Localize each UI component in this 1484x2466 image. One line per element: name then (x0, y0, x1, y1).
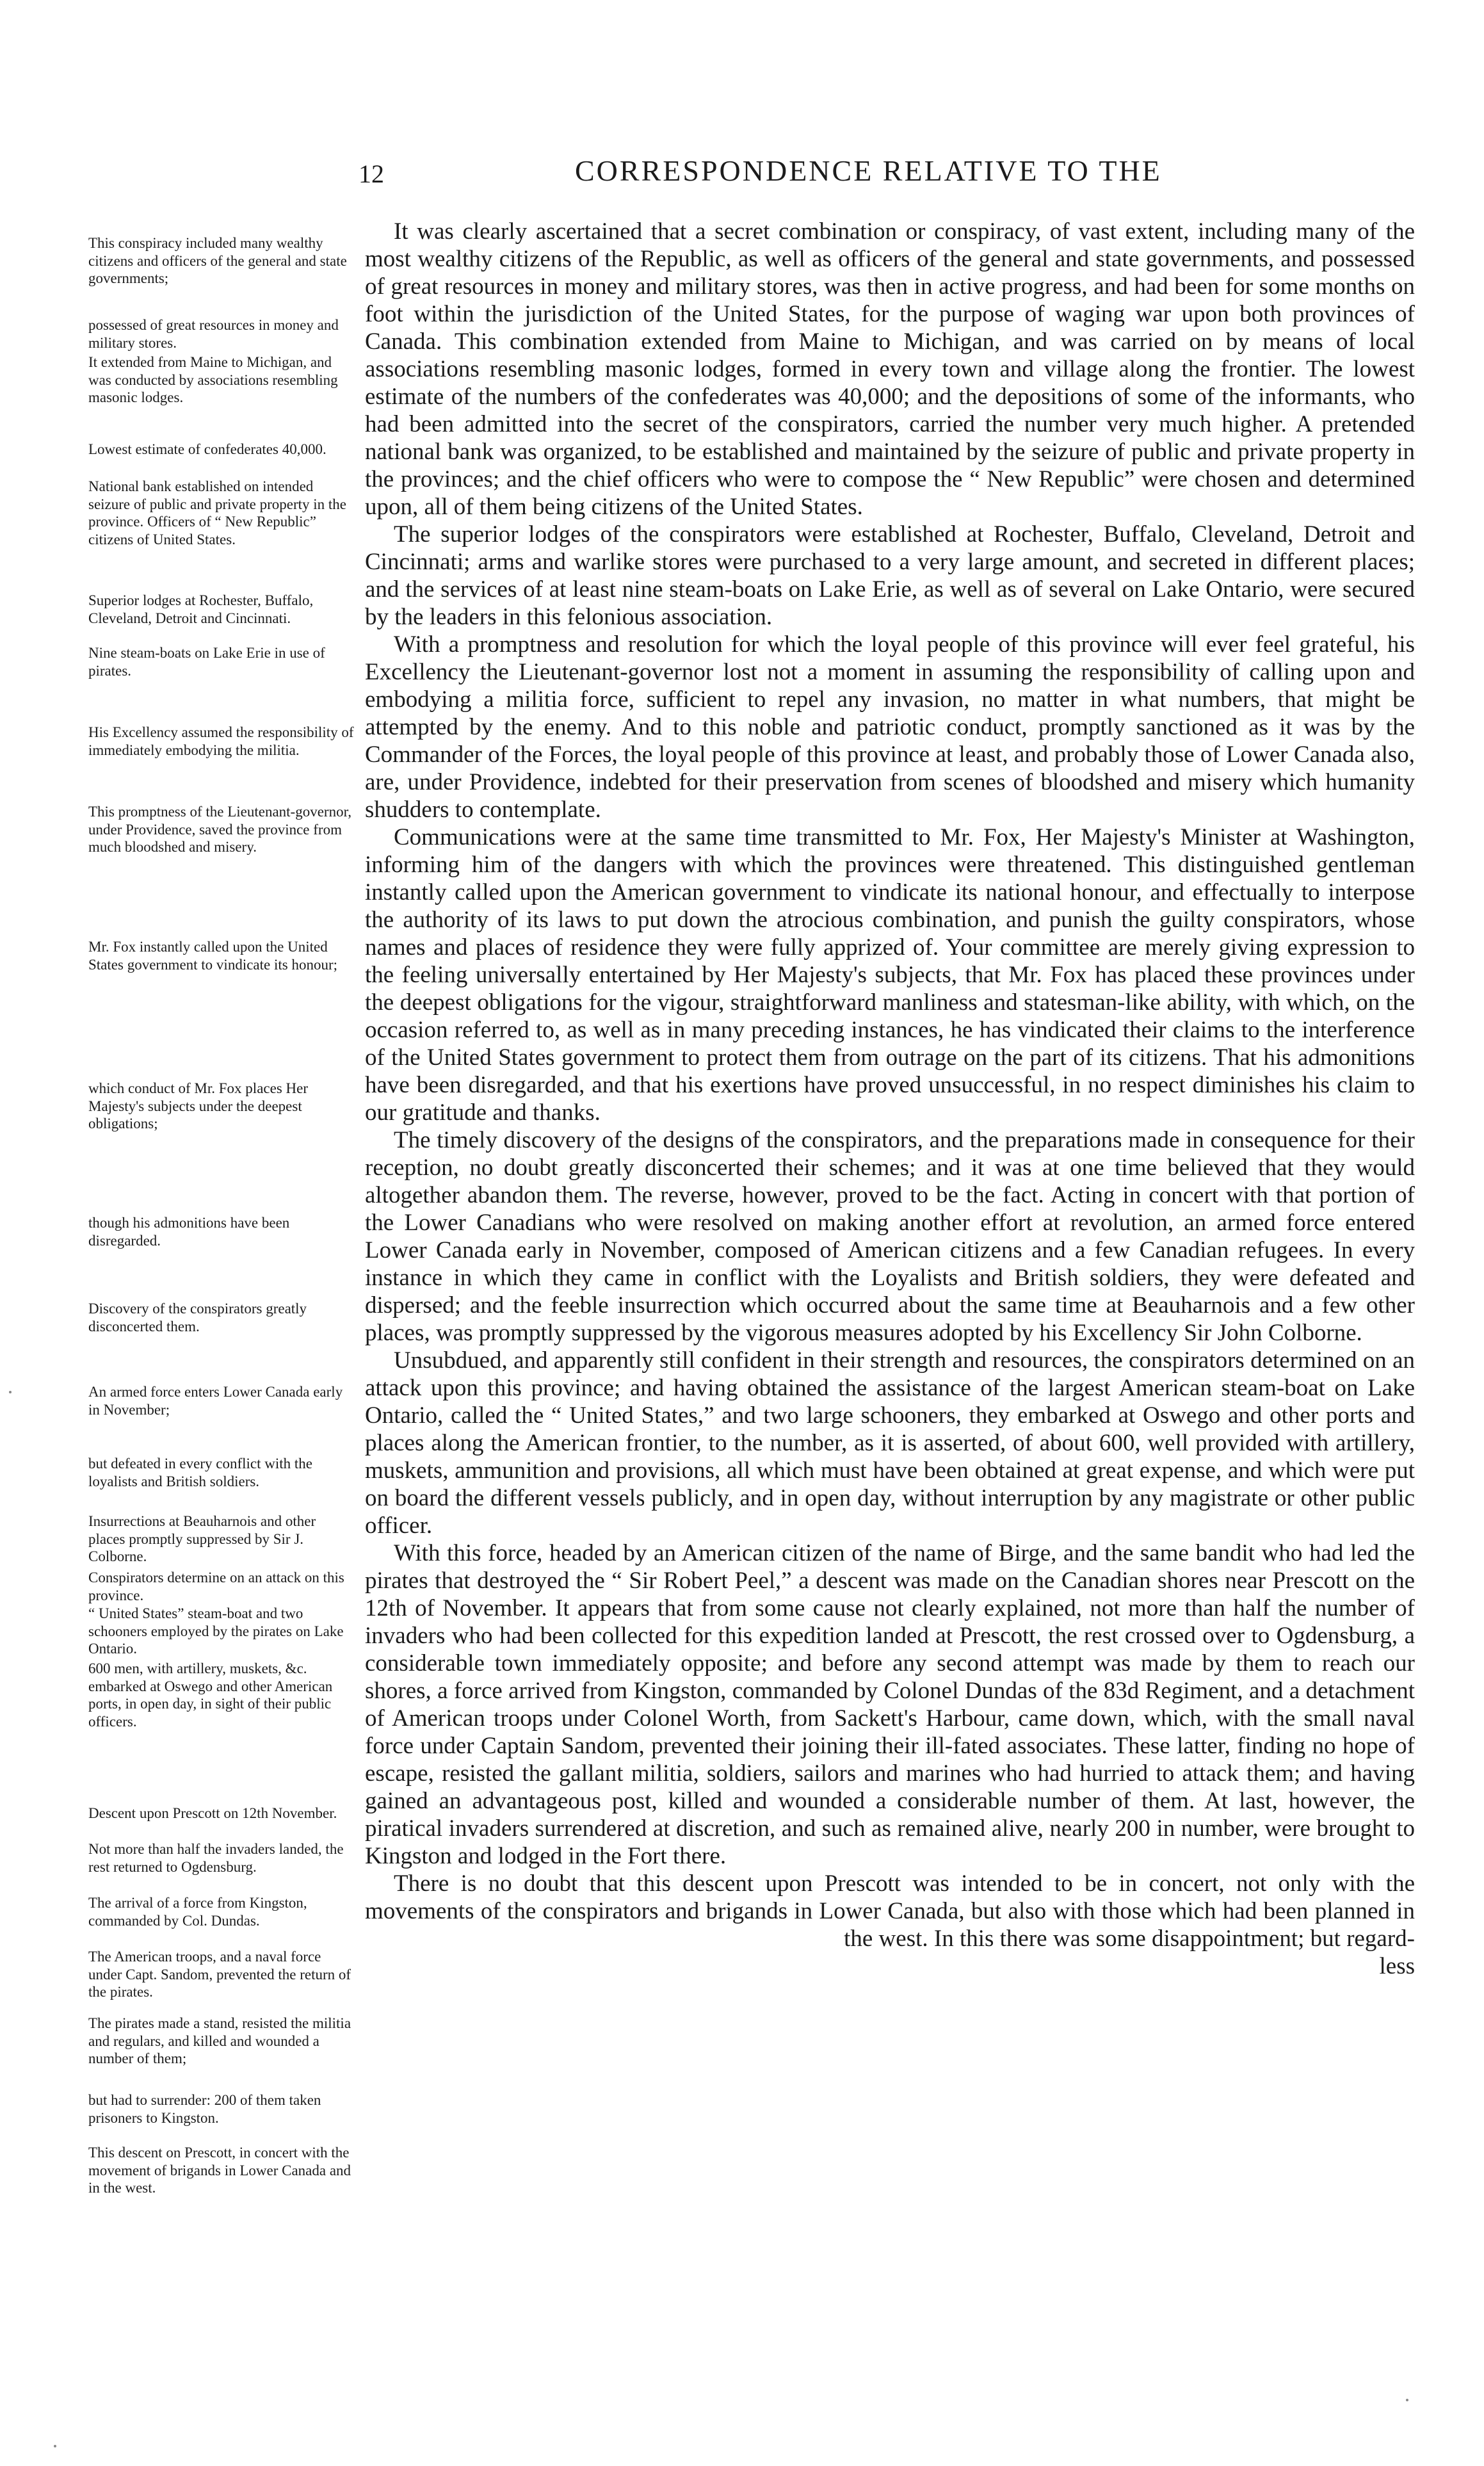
margin-note: Mr. Fox instantly called upon the United States government to vindicate its honour; (88, 939, 338, 973)
margin-note: Not more than half the invaders landed, the rest returned to Ogdensburg. (88, 1841, 344, 1875)
paragraph: There is no doubt that this descent upon Prescott was intended to be in concert, not only with the movements of the conspirators and brigands in Lower Canada, but also with those which had been planned in the west. In this there was some disappointment; but regard- (365, 1870, 1415, 1952)
margin-note: It extended from Maine to Michigan, and was conducted by associations resembling masonic lodges. (88, 354, 338, 405)
margin-note: An armed force enters Lower Canada early in November; (88, 1384, 343, 1418)
margin-note: The arrival of a force from Kingston, commanded by Col. Dundas. (88, 1895, 307, 1929)
paragraph: The superior lodges of the conspirators were established at Rochester, Buffalo, Cleveland, Detroit and Cincinnati; arms and warlike stores were purchased to a very large amount, and secreted in different places; and the services of at least nine steam-boats on Lake Erie, as well as of several on Lake Ontario, were secured by the leaders in this felonious association. (365, 521, 1415, 630)
margin-note: National bank established on intended seizure of public and private property in the province. Officers of “ New Republic” citizens of United States. (88, 478, 346, 548)
paragraph: Communications were at the same time transmitted to Mr. Fox, Her Majesty's Minister at Washington, informing him of the dangers with which the provinces were threatened. This distinguished gentleman instantly called upon the American government to vindicate its national honour, and effectually to interpose the authority of its laws to put down the atrocious combination, and punish the guilty conspirators, whose names and places of residence they were fully apprized of. Your committee are merely giving expression to the feeling universally entertained by Her Majesty's subjects, that Mr. Fox has placed these provinces under the deepest obligations for the vigour, straightforward manliness and statesman-like ability, with which, on the occasion referred to, as well as in many preceding instances, he has vindicated their claims to the interference of the United States government to protect them from outrage on the part of its citizens. That his admonitions have been disregarded, and that his exertions have proved unsuccessful, in no respect diminishes his claim to our gratitude and thanks. (365, 824, 1415, 1126)
margin-note: Insurrections at Beauharnois and other places promptly suppressed by Sir J. Colborne. (88, 1513, 316, 1564)
catchword: less (1379, 1953, 1415, 1979)
main-text (365, 218, 1415, 1980)
margin-note: Conspirators determine on an attack on this province. (88, 1570, 344, 1603)
page-number: 12 (359, 159, 384, 188)
margin-notes (0, 0, 359, 2466)
margin-note: Nine steam-boats on Lake Erie in use of pirates. (88, 645, 325, 679)
scan-speck (9, 1391, 12, 1393)
margin-note: Discovery of the conspirators greatly disconcerted them. (88, 1301, 307, 1334)
paragraph: With a promptness and resolution for which the loyal people of this province will ever feel grateful, his Excellency the Lieutenant-governor lost not a moment in assuming the responsibility of calling upon and embodying a militia force, sufficient to repel any invasion, no matter in what numbers, that might be attempted by the enemy. And to this noble and patriotic conduct, promptly sanctioned as it was by the Commander of the Forces, the loyal people of this province at least, and probably those of Lower Canada also, are, under Providence, indebted for their preservation from scenes of bloodshed and misery which humanity shudders to contemplate. (365, 631, 1415, 823)
margin-note: “ United States” steam-boat and two schooners employed by the pirates on Lake Ontario. (88, 1605, 344, 1657)
margin-note: Superior lodges at Rochester, Buffalo, Cleveland, Detroit and Cincinnati. (88, 592, 314, 626)
margin-note: which conduct of Mr. Fox places Her Majesty's subjects under the deepest obligations; (88, 1080, 309, 1132)
margin-note: though his admonitions have been disregarded. (88, 1215, 290, 1249)
margin-note: Descent upon Prescott on 12th November. (88, 1805, 337, 1821)
margin-note: 600 men, with artillery, muskets, &c. embarked at Oswego and other American ports, in open day, in sight of their public officers. (88, 1660, 333, 1730)
paragraph: The timely discovery of the designs of the conspirators, and the preparations made in consequence for their reception, no doubt greatly disconcerted their schemes; and it was at one time believed that they would altogether abandon them. The reverse, however, proved to be the fact. Acting in concert with that portion of the Lower Canadians who were resolved on making another effort at revolution, an armed force entered Lower Canada early in November, composed of American citizens and a few Canadian refugees. In every instance in which they came in conflict with the Loyalists and British soldiers, they were defeated and dispersed; and the feeble insurrection which occurred about the same time at Beauharnois and a few other places, was promptly suppressed by the vigorous measures adopted by his Excellency Sir John Colborne. (365, 1127, 1415, 1346)
running-header: CORRESPONDENCE RELATIVE TO THE (575, 154, 1162, 187)
scan-speck (1406, 2399, 1408, 2401)
margin-note: possessed of great resources in money and military stores. (88, 317, 339, 351)
paragraph: Unsubdued, and apparently still confident in their strength and resources, the conspirators determined on an attack upon this province; and having obtained the assistance of the largest American steam-boat on Lake Ontario, called the “ United States,” and two large schooners, they embarked at Oswego and other ports and places along the American frontier, to the number, as it is asserted, of about 600, well provided with artillery, muskets, ammunition and provisions, all which must have been obtained at great expense, and which were put on board the different vessels publicly, and in open day, without interruption by any magistrate or other public officer. (365, 1347, 1415, 1539)
scan-speck (54, 2445, 56, 2447)
margin-note: The American troops, and a naval force under Capt. Sandom, prevented the return of the pirates. (88, 1949, 351, 2000)
margin-note: This promptness of the Lieutenant-governor, under Providence, saved the province from much bloodshed and misery. (88, 804, 352, 855)
margin-note: This conspiracy included many wealthy citizens and officers of the general and state governments; (88, 235, 347, 286)
margin-note: The pirates made a stand, resisted the militia and regulars, and killed and wounded a number of them; (88, 2015, 351, 2066)
margin-note: but defeated in every conflict with the loyalists and British soldiers. (88, 1456, 312, 1489)
margin-note: but had to surrender: 200 of them taken prisoners to Kingston. (88, 2092, 321, 2126)
paragraph: It was clearly ascertained that a secret combination or conspiracy, of vast extent, including many of the most wealthy citizens of the Republic, as well as officers of the general and state governments, and possessed of great resources in money and military stores, was then in active progress, and had been for some months on foot within the jurisdiction of the United States, for the purpose of waging war upon both provinces of Canada. This combination extended from Maine to Michigan, and was carried on by means of local associations resembling masonic lodges, formed in every town and village along the frontier. The lowest estimate of the numbers of the confederates was 40,000; and the depositions of some of the informants, who had been admitted into the secret of the conspirators, carried the number very much higher. A pretended national bank was organized, to be established and maintained by the seizure of public and private property in the provinces; and the chief officers who were to compose the “ New Republic” were chosen and determined upon, all of them being citizens of the United States. (365, 218, 1415, 520)
margin-note: Lowest estimate of confederates 40,000. (88, 441, 327, 457)
margin-note: This descent on Prescott, in concert with the movement of brigands in Lower Canada and in the west. (88, 2145, 351, 2196)
margin-note: His Excellency assumed the responsibility of immediately embodying the militia. (88, 724, 354, 758)
paragraph: With this force, headed by an American citizen of the name of Birge, and the same bandit who had led the pirates that destroyed the “ Sir Robert Peel,” a descent was made on the Canadian shores near Prescott on the 12th of November. It appears that from some cause not clearly explained, not more than half the number of invaders who had been collected for this expedition landed at Prescott, the rest crossed over to Ogdensburg, a considerable town immediately opposite; and before any second attempt was made by them to reach our shores, a force arrived from Kingston, commanded by Colonel Dundas of the 83d Regiment, and a detachment of American troops under Colonel Worth, from Sackett's Harbour, came down, which, with the small naval force under Captain Sandom, prevented their joining their ill-fated associates. These latter, finding no hope of escape, resisted the gallant militia, soldiers, sailors and marines who had hurried to attack them; and having gained an advantageous post, killed and wounded a considerable number of them. At last, however, the piratical invaders surrendered at discretion, and such as remained alive, nearly 200 in number, were brought to Kingston and lodged in the Fort there. (365, 1540, 1415, 1869)
